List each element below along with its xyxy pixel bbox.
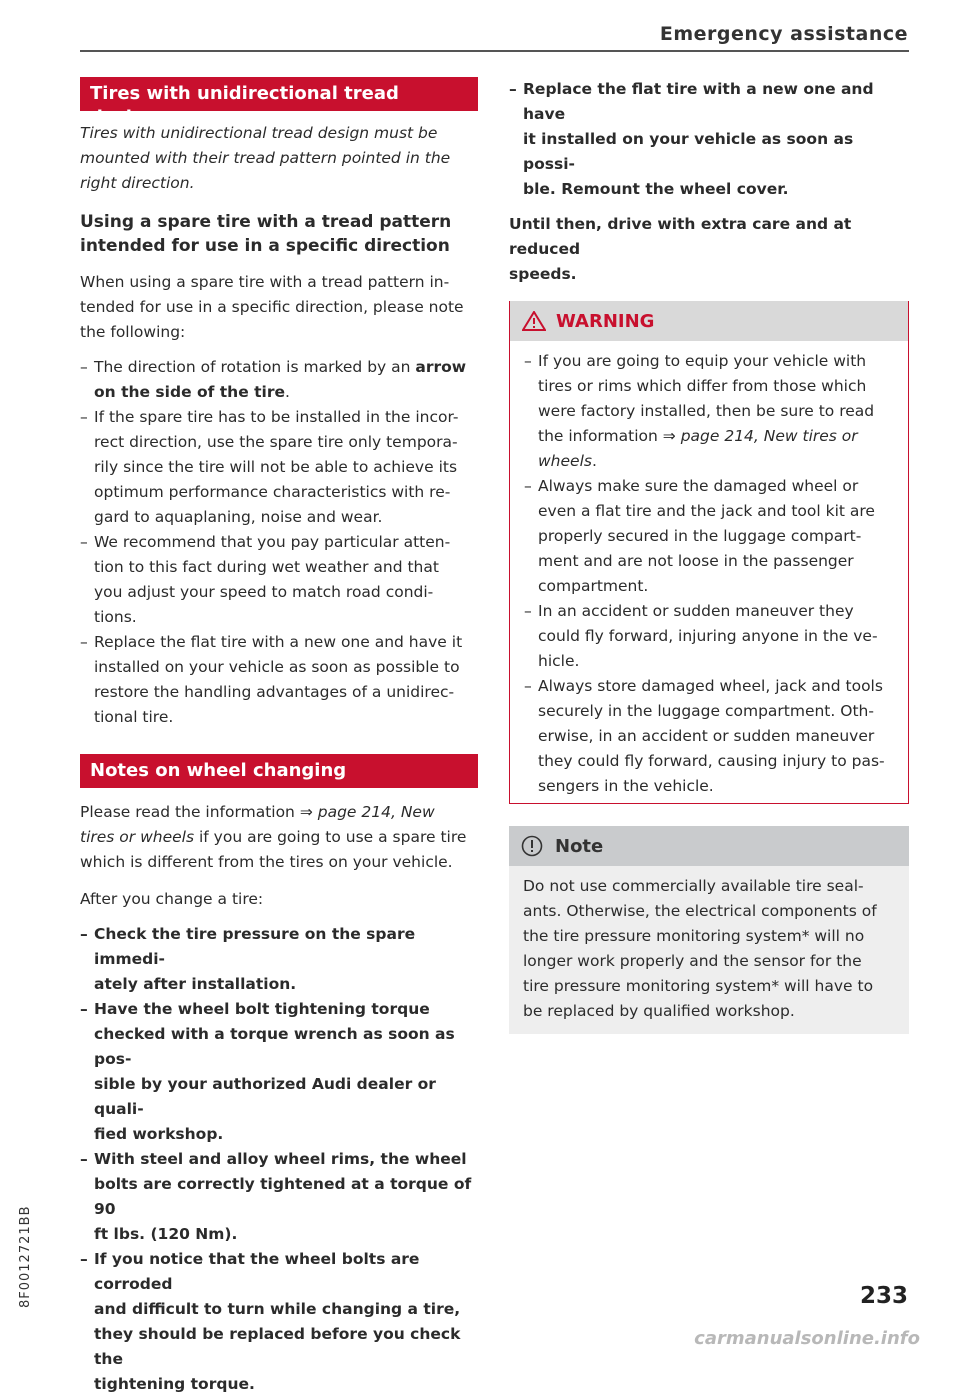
list-item: – Have the wheel bolt tightening torque checked with a torque wrench as soon as pos- sible by your authorized Audi dealer or quali- fied workshop. <box>80 997 478 1147</box>
note-circle-icon <box>521 835 543 857</box>
warning-list <box>510 341 908 803</box>
watermark: carmanualsonline.info <box>694 1328 920 1349</box>
subheading-line: Using a spare tire with a tread pattern <box>80 212 452 232</box>
intro-paragraph <box>80 121 478 196</box>
body-line: the following: <box>80 323 186 341</box>
page-ref-link[interactable]: page 214, New <box>317 803 435 821</box>
list-item: – Always make sure the damaged wheel or even a flat tire and the jack and tool kit are properly secured in the luggage compart- ment and are not loose in the passenger compartment. <box>524 474 894 599</box>
arrow-right-icon: ⇒ <box>662 427 676 445</box>
warning-triangle-icon <box>522 311 546 331</box>
spare-tire-list <box>80 355 478 730</box>
right-column <box>509 77 909 1034</box>
after-change-text: After you change a tire: <box>80 890 264 908</box>
replace-list <box>509 77 909 202</box>
subheading-spare-tire <box>80 210 478 258</box>
warning-title: WARNING <box>556 310 655 332</box>
header-rule <box>80 50 909 52</box>
page-ref-link[interactable]: page 214, New tires or <box>680 427 858 445</box>
warning-box <box>509 301 909 804</box>
note-title: Note <box>555 835 604 857</box>
until-paragraph: Until then, drive with extra care and at reduced speeds. <box>509 215 852 283</box>
section-title-unidirectional: Tires with unidirectional tread design <box>80 77 478 111</box>
side-code: 8F0012721BB <box>18 1205 33 1308</box>
list-item: – Replace the flat tire with a new one and have it installed on your vehicle as soon as possi- ble. Remount the wheel cover. <box>509 77 909 202</box>
page-number: 233 <box>859 1283 908 1309</box>
list-item: – The direction of rotation is marked by an arrow on the side of the tire. <box>80 355 478 405</box>
note-box <box>509 826 909 1034</box>
body-line: When using a spare tire with a tread pattern in- <box>80 273 450 291</box>
list-item: – Always store damaged wheel, jack and tools securely in the luggage compartment. Oth- erwise, in an accident or sudden maneuver they could fly forward, causing injury to pas- sengers in the vehicle. <box>524 674 894 799</box>
list-item: – If you notice that the wheel bolts are corroded and difficult to turn while changing a tire, they should be replaced before you check the tightening torque. <box>80 1247 478 1397</box>
note-body: Do not use commercially available tire seal- ants. Otherwise, the electrical components of the tire pressure monitoring system* will no longer work properly and the sensor for the tire pressure monitoring system* will have to be replaced by qualified workshop. <box>523 877 877 1020</box>
section-title-wheel-changing: Notes on wheel changing <box>80 754 478 788</box>
list-item: – Check the tire pressure on the spare immedi- ately after installation. <box>80 922 478 997</box>
after-change-list <box>80 922 478 1397</box>
intro-line: mounted with their tread pattern pointed in the <box>80 149 451 167</box>
body-paragraph <box>80 270 478 345</box>
warning-header <box>510 301 908 341</box>
list-item: – If the spare tire has to be installed in the incor- rect direction, use the spare tire only tempora- rily since the tire will not be able to achieve its optimum performance characteristics with re- gard to aquaplaning, noise and wear. <box>80 405 478 530</box>
read-paragraph: Please read the information ⇒ page 214, New tires or wheels if you are going to use a spare tire which is different from the tires on your vehicle. <box>80 803 467 871</box>
list-item: – With steel and alloy wheel rims, the wheel bolts are correctly tightened at a torque of 90 ft lbs. (120 Nm). <box>80 1147 478 1247</box>
list-item: – Replace the flat tire with a new one and have it installed on your vehicle as soon as possible to restore the handling advantages of a unidirec- tional tire. <box>80 630 478 730</box>
left-column <box>80 77 478 1397</box>
body-line: tended for use in a specific direction, please note <box>80 298 464 316</box>
note-header <box>509 826 909 866</box>
list-item: – If you are going to equip your vehicle with tires or rims which differ from those which were factory installed, then be sure to read the information ⇒ page 214, New tires or wheels. <box>524 349 894 474</box>
intro-line: right direction. <box>80 174 195 192</box>
list-item: – We recommend that you pay particular atten- tion to this fact during wet weather and that you adjust your speed to match road condi- tions. <box>80 530 478 630</box>
header-title: Emergency assistance <box>659 23 908 45</box>
page-ref-link[interactable]: wheels <box>538 452 592 470</box>
subheading-line: intended for use in a specific direction <box>80 236 450 256</box>
intro-line: Tires with unidirectional tread design must be <box>80 124 438 142</box>
list-item: – In an accident or sudden maneuver they could fly forward, injuring anyone in the ve- hicle. <box>524 599 894 674</box>
page-ref-link[interactable]: tires or wheels <box>80 828 195 846</box>
arrow-right-icon: ⇒ <box>299 803 313 821</box>
